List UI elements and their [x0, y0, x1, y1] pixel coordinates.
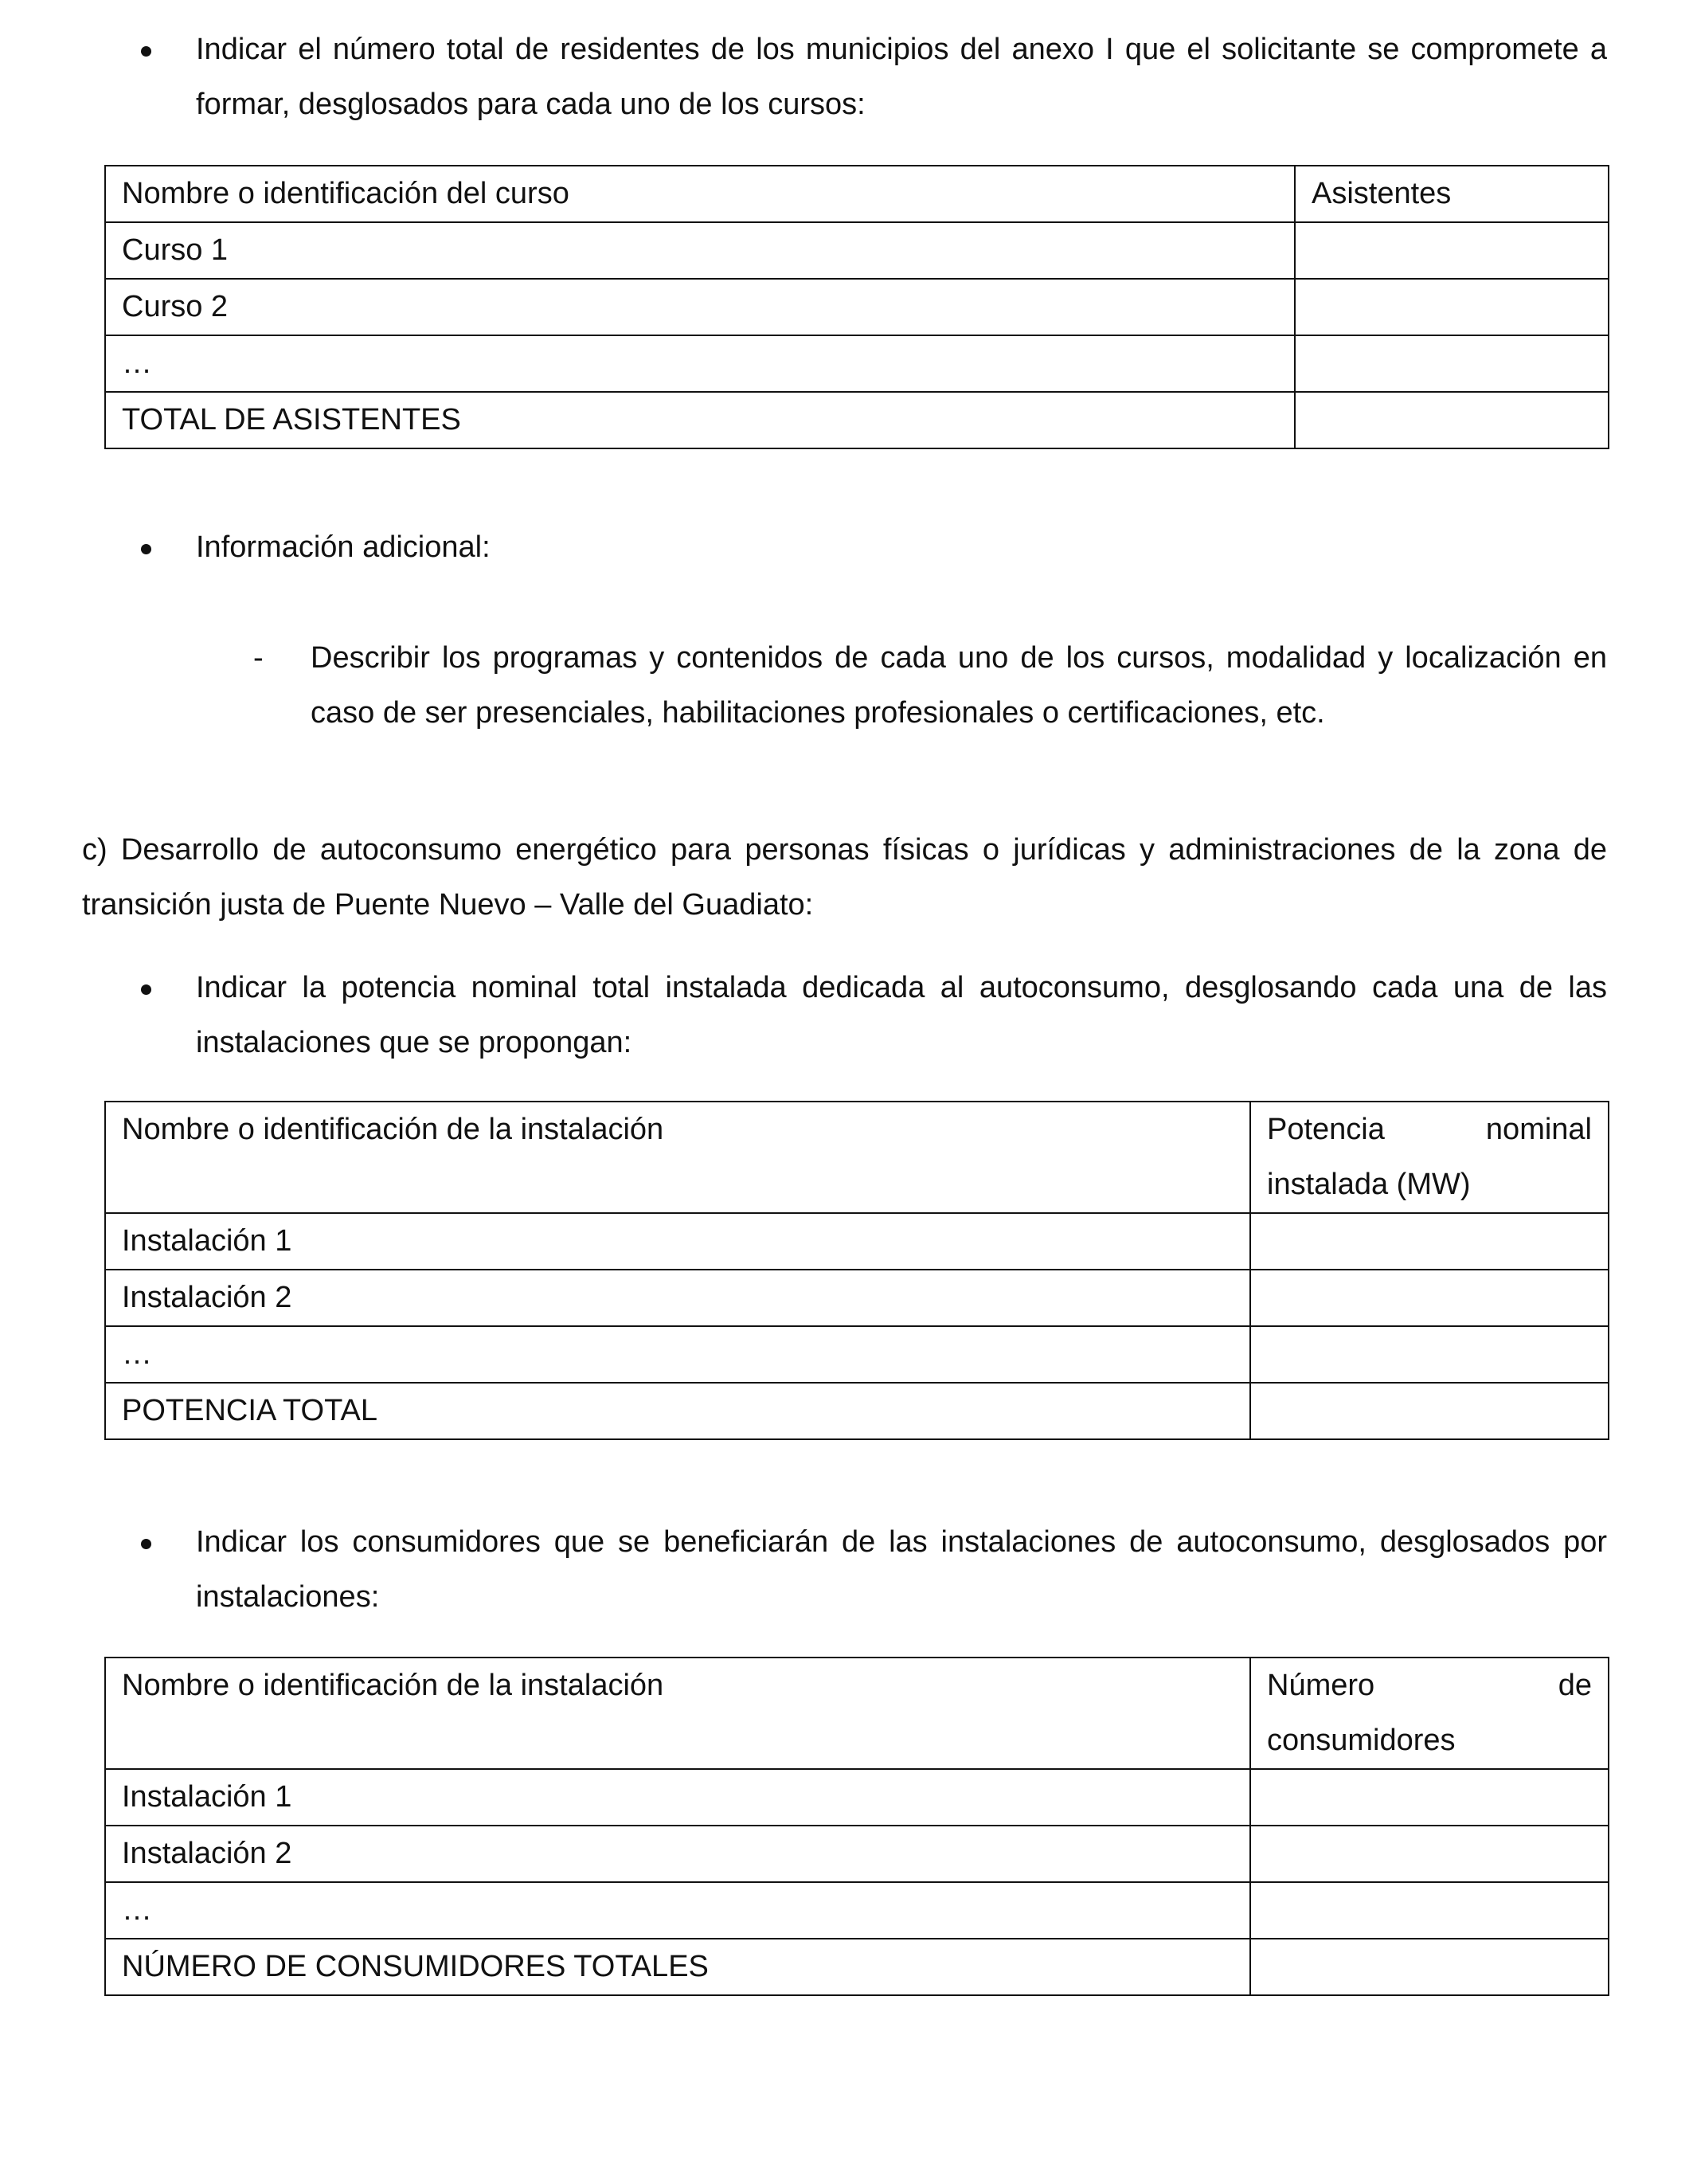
bullet-power-text: Indicar la potencia nominal total instalada dedicada al autoconsumo, desglosando cada una de las instalaciones que se propongan:: [196, 971, 1607, 1059]
table-row-total: [105, 1939, 1609, 1995]
consumers-total-cell[interactable]: [1250, 1939, 1609, 1995]
table-row: [105, 1326, 1609, 1383]
table-row-total: [105, 1383, 1609, 1439]
row-label: …: [105, 1882, 1250, 1939]
attendees-cell[interactable]: [1295, 279, 1609, 335]
row-label: Instalación 1: [105, 1213, 1250, 1270]
bullet-marker: [141, 984, 151, 995]
attendees-total-cell[interactable]: [1295, 392, 1609, 448]
row-label: Curso 2: [105, 279, 1295, 335]
power-table: [104, 1101, 1609, 1440]
bullet-additional-text: Información adicional:: [196, 530, 491, 564]
row-label: NÚMERO DE CONSUMIDORES TOTALES: [105, 1939, 1250, 1995]
row-label: Curso 1: [105, 222, 1295, 279]
header-installation-name: Nombre o identificación de la instalación: [105, 1102, 1250, 1213]
power-cell[interactable]: [1250, 1213, 1609, 1270]
table-row: [105, 1270, 1609, 1326]
row-label: TOTAL DE ASISTENTES: [105, 392, 1295, 448]
row-label: …: [105, 1326, 1250, 1383]
bullet-residents-text: Indicar el número total de residentes de los municipios del anexo I que el solicitante se compromete a formar, desglosados para cada uno de los cursos:: [196, 33, 1607, 121]
consumers-cell[interactable]: [1250, 1769, 1609, 1826]
table-row: [105, 1213, 1609, 1270]
bullet-marker: [141, 1539, 151, 1549]
power-cell[interactable]: [1250, 1326, 1609, 1383]
table-row: [105, 1882, 1609, 1939]
header-attendees: Asistentes: [1295, 166, 1609, 222]
consumers-cell[interactable]: [1250, 1826, 1609, 1882]
row-label: POTENCIA TOTAL: [105, 1383, 1250, 1439]
table-row: [105, 279, 1609, 335]
header-nominal-power: Potencia nominal instalada (MW): [1250, 1102, 1609, 1213]
section-c-heading: c) Desarrollo de autoconsumo energético para personas físicas o jurídicas y administraciones de la zona de transición justa de Puente Nuevo – Valle del Guadiato:: [82, 833, 1607, 922]
bullet-consumers-text: Indicar los consumidores que se beneficiarán de las instalaciones de autoconsumo, desglosados por instalaciones:: [196, 1525, 1607, 1614]
power-total-cell[interactable]: [1250, 1383, 1609, 1439]
header-course-name: Nombre o identificación del curso: [105, 166, 1295, 222]
table-header-row: [105, 1102, 1609, 1213]
table-row: [105, 1826, 1609, 1882]
dash-item-text: Describir los programas y contenidos de cada uno de los cursos, modalidad y localización en caso de ser presenciales, habilitaciones profesionales o certificaciones, etc.: [311, 641, 1607, 730]
table-header-row: [105, 166, 1609, 222]
row-label: Instalación 2: [105, 1270, 1250, 1326]
dash-marker: -: [253, 641, 264, 675]
attendees-cell[interactable]: [1295, 222, 1609, 279]
consumers-table: [104, 1657, 1609, 1996]
table-row: [105, 335, 1609, 392]
power-cell[interactable]: [1250, 1270, 1609, 1326]
consumers-cell[interactable]: [1250, 1882, 1609, 1939]
row-label: …: [105, 335, 1295, 392]
row-label: Instalación 1: [105, 1769, 1250, 1826]
table-row-total: [105, 392, 1609, 448]
table-row: [105, 222, 1609, 279]
table-header-row: [105, 1658, 1609, 1769]
bullet-marker: [141, 46, 151, 57]
header-consumer-count: Número de consumidores: [1250, 1658, 1609, 1769]
table-row: [105, 1769, 1609, 1826]
bullet-marker: [141, 544, 151, 554]
header-installation-name: Nombre o identificación de la instalación: [105, 1658, 1250, 1769]
courses-table: [104, 165, 1609, 449]
row-label: Instalación 2: [105, 1826, 1250, 1882]
attendees-cell[interactable]: [1295, 335, 1609, 392]
